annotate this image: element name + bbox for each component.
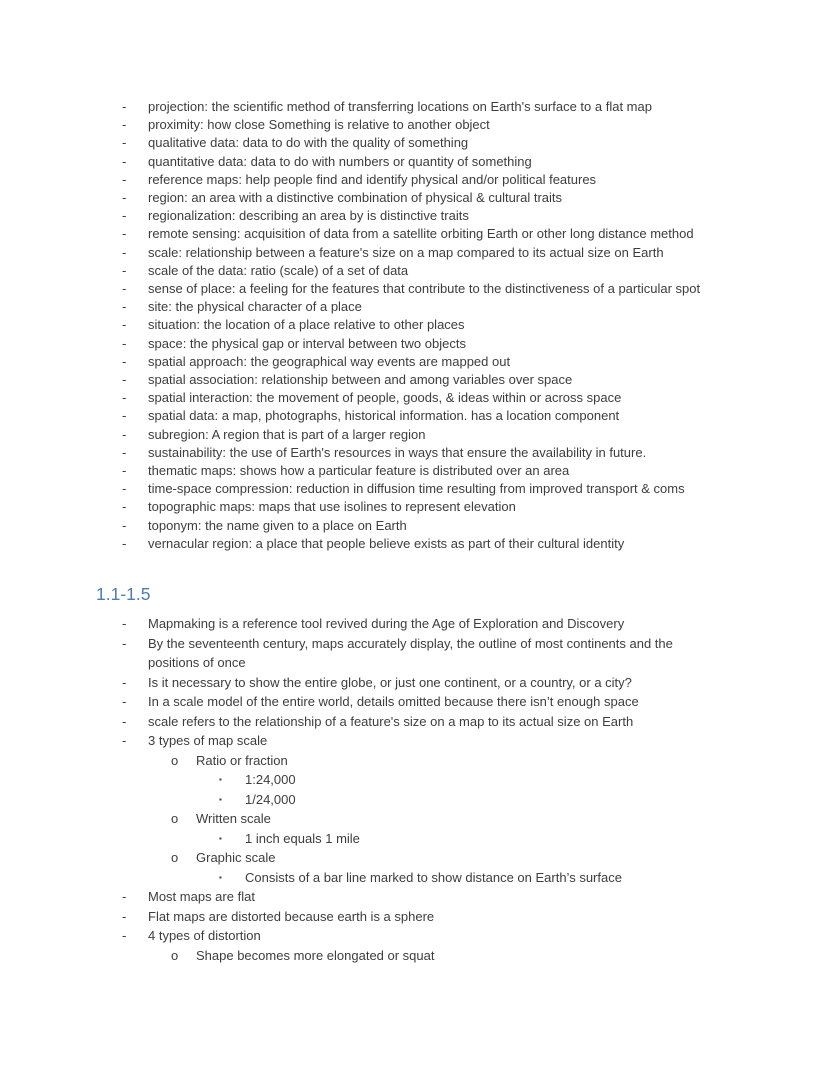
list-item-text: proximity: how close Something is relative to another object — [148, 117, 490, 133]
bullet-marker: - — [122, 713, 127, 729]
list-item-text: topographic maps: maps that use isolines to represent elevation — [148, 499, 516, 515]
bullet-marker: o — [171, 947, 179, 963]
bullet-marker: - — [122, 733, 127, 749]
notes-list — [96, 614, 776, 965]
list-item — [96, 426, 776, 444]
bullet-marker: - — [122, 444, 127, 460]
list-item — [96, 371, 776, 389]
list-item — [96, 262, 776, 280]
list-item — [96, 926, 776, 946]
list-item — [96, 298, 776, 316]
bullet-marker: - — [122, 616, 127, 632]
bullet-marker: - — [122, 262, 127, 278]
list-item — [96, 353, 776, 371]
list-item-text: vernacular region: a place that people believe exists as part of their cultural identity — [148, 535, 625, 551]
list-item-text: Flat maps are distorted because earth is a sphere — [148, 908, 435, 924]
bullet-marker: - — [122, 517, 127, 533]
list-item — [96, 480, 776, 498]
bullet-marker: - — [122, 408, 127, 424]
list-item — [96, 790, 776, 810]
bullet-marker: - — [122, 928, 127, 944]
list-item — [96, 614, 776, 634]
list-item-text: Mapmaking is a reference tool revived during the Age of Exploration and Discovery — [148, 616, 625, 632]
bullet-marker: - — [122, 372, 127, 388]
bullet-marker: - — [122, 281, 127, 297]
bullet-marker: o — [171, 850, 179, 866]
list-item-text: sustainability: the use of Earth's resources in ways that ensure the availability in future. — [148, 444, 647, 460]
list-item — [96, 225, 776, 243]
list-item-text: scale of the data: ratio (scale) of a set of data — [148, 262, 409, 278]
bullet-marker: - — [122, 99, 127, 114]
list-item — [96, 244, 776, 262]
list-item-text: remote sensing: acquisition of data from a satellite orbiting Earth or other long distance method — [148, 226, 694, 242]
bullet-marker: - — [122, 335, 127, 351]
list-item-text: Most maps are flat — [148, 889, 255, 905]
bullet-marker: - — [122, 889, 127, 905]
list-item — [96, 335, 776, 353]
list-item — [96, 731, 776, 751]
bullet-marker: - — [122, 299, 127, 315]
list-item-text: situation: the location of a place relative to other places — [148, 317, 465, 333]
list-item — [96, 692, 776, 712]
list-item — [96, 189, 776, 207]
list-item-text: By the seventeenth century, maps accurately display, the outline of most continents and the — [148, 635, 673, 651]
list-item-text: regionalization: describing an area by is distinctive traits — [148, 208, 469, 224]
list-item-text: spatial data: a map, photographs, historical information. has a location component — [148, 408, 620, 424]
list-item-text: 4 types of distortion — [148, 928, 261, 944]
list-item — [96, 848, 776, 868]
bullet-marker: - — [122, 117, 127, 133]
list-item — [96, 498, 776, 516]
bullet-marker: ▪ — [219, 833, 222, 843]
list-item — [96, 712, 776, 732]
list-item — [96, 316, 776, 334]
list-item-text: spatial interaction: the movement of people, goods, & ideas within or across space — [148, 390, 622, 406]
list-item — [96, 634, 776, 673]
list-item — [96, 535, 776, 553]
bullet-marker: - — [122, 908, 127, 924]
list-item-text: region: an area with a distinctive combination of physical & cultural traits — [148, 190, 563, 206]
list-item-text: scale: relationship between a feature's size on a map compared to its actual size on Earth — [148, 244, 664, 260]
list-item-text: Graphic scale — [196, 850, 276, 866]
list-item-text: subregion: A region that is part of a larger region — [148, 426, 426, 442]
list-item — [96, 809, 776, 829]
list-item-text: 1:24,000 — [245, 772, 296, 788]
list-item — [96, 829, 776, 849]
bullet-marker: - — [122, 694, 127, 710]
bullet-marker: ▪ — [219, 794, 222, 804]
list-item-text: spatial association: relationship between and among variables over space — [148, 372, 573, 388]
list-item — [96, 887, 776, 907]
list-item-text: Shape becomes more elongated or squat — [196, 947, 435, 963]
list-item — [96, 389, 776, 407]
bullet-marker: ▪ — [219, 872, 222, 882]
list-item-text: Consists of a bar line marked to show distance on Earth’s surface — [245, 869, 622, 885]
list-item-text: positions of once — [148, 655, 246, 671]
list-item-text: Is it necessary to show the entire globe, or just one continent, or a country, or a city? — [148, 674, 632, 690]
list-item — [96, 407, 776, 425]
bullet-marker: - — [122, 499, 127, 515]
bullet-marker: o — [171, 752, 179, 768]
list-item — [96, 907, 776, 927]
bullet-marker: - — [122, 226, 127, 242]
list-item — [96, 946, 776, 966]
document-content — [96, 98, 776, 965]
list-item — [96, 751, 776, 771]
list-item — [96, 673, 776, 693]
bullet-marker: - — [122, 674, 127, 690]
list-item — [96, 770, 776, 790]
list-item-text: toponym: the name given to a place on Earth — [148, 517, 407, 533]
bullet-marker: - — [122, 426, 127, 442]
bullet-marker: - — [122, 535, 127, 551]
list-item-text: sense of place: a feeling for the features that contribute to the distinctiveness of a particular spot — [148, 281, 701, 297]
bullet-marker: o — [171, 811, 179, 827]
list-item-text: time-space compression: reduction in diffusion time resulting from improved transport & coms — [148, 481, 685, 497]
list-item — [96, 98, 776, 116]
bullet-marker: - — [122, 353, 127, 369]
list-item-text: In a scale model of the entire world, details omitted because there isn’t enough space — [148, 694, 639, 710]
bullet-marker: - — [122, 463, 127, 479]
list-item-text: 1 inch equals 1 mile — [245, 830, 360, 846]
section-heading: 1.1-1.5 — [96, 584, 151, 605]
bullet-marker: - — [122, 390, 127, 406]
bullet-marker: - — [122, 171, 127, 187]
bullet-marker: - — [122, 317, 127, 333]
bullet-marker: - — [122, 635, 127, 651]
list-item — [96, 134, 776, 152]
list-item-text: reference maps: help people find and identify physical and/or political features — [148, 171, 597, 187]
list-item-text: projection: the scientific method of transferring locations on Earth's surface to a flat map — [148, 99, 652, 114]
list-item — [96, 517, 776, 535]
list-item-text: space: the physical gap or interval between two objects — [148, 335, 466, 351]
list-item-text: quantitative data: data to do with numbers or quantity of something — [148, 153, 532, 169]
list-item — [96, 280, 776, 298]
list-item — [96, 153, 776, 171]
list-item-text: thematic maps: shows how a particular feature is distributed over an area — [148, 463, 570, 479]
list-item — [96, 171, 776, 189]
bullet-marker: - — [122, 153, 127, 169]
list-item — [96, 444, 776, 462]
list-item — [96, 207, 776, 225]
list-item-text: Written scale — [196, 811, 271, 827]
bullet-marker: - — [122, 208, 127, 224]
list-item-text: 3 types of map scale — [148, 733, 268, 749]
bullet-marker: ▪ — [219, 775, 222, 785]
list-item — [96, 116, 776, 134]
list-item-text: qualitative data: data to do with the quality of something — [148, 135, 469, 151]
list-item — [96, 462, 776, 480]
bullet-marker: - — [122, 190, 127, 206]
bullet-marker: - — [122, 244, 127, 260]
list-item-text: Ratio or fraction — [196, 752, 288, 768]
bullet-marker: - — [122, 135, 127, 151]
vocab-list — [96, 98, 776, 553]
list-item-text: scale refers to the relationship of a feature's size on a map to its actual size on Earth — [148, 713, 634, 729]
list-item — [96, 868, 776, 888]
list-item-text: spatial approach: the geographical way events are mapped out — [148, 353, 511, 369]
bullet-marker: - — [122, 481, 127, 497]
list-item-text: site: the physical character of a place — [148, 299, 362, 315]
list-item-text: 1/24,000 — [245, 791, 296, 807]
